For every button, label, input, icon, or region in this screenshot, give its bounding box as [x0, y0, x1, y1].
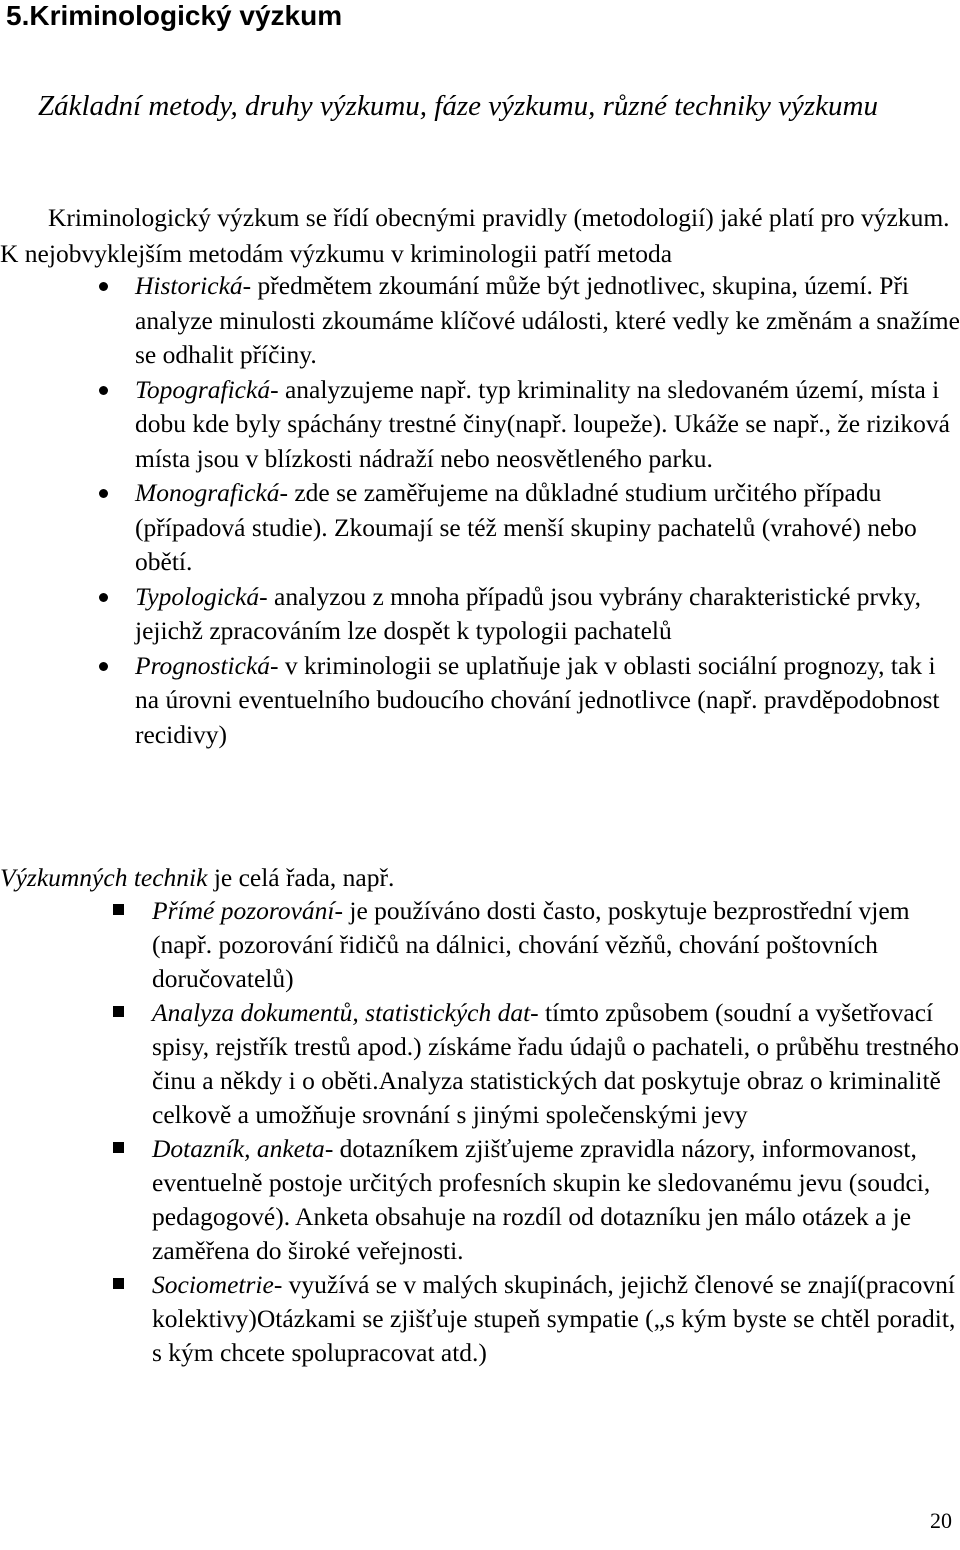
- list-item: [0, 269, 960, 373]
- list-item: [0, 894, 960, 996]
- bullet-icon: [99, 662, 108, 671]
- method-text: - analyzou z mnoha případů jsou vybrány charakteristické prvky, jejichž zpracováním lze dospět k typologii pachatelů: [135, 581, 922, 645]
- method-term: Topografická: [135, 374, 271, 404]
- technique-term: Analyza dokumentů, statistických dat: [152, 998, 531, 1027]
- bullet-icon: [99, 489, 108, 498]
- method-term: Typologická: [135, 581, 260, 611]
- technique-text: - je používáno dosti často, poskytuje bezprostřední vjem (např. pozorování řidičů na dálnici, chování vězňů, chování poštovních doručovatelů): [152, 896, 910, 993]
- square-bullet-icon: [113, 1278, 124, 1289]
- intro-paragraph: Kriminologický výzkum se řídí obecnými pravidly (metodologií) jaké platí pro výzkum. K nejobvyklejším metodám výzkumu v kriminologii patří metoda: [0, 203, 950, 268]
- method-term: Prognostická: [135, 650, 271, 680]
- list-item: [0, 1132, 960, 1268]
- list-item: [0, 580, 960, 649]
- technique-term: Sociometrie: [152, 1270, 274, 1299]
- bullet-icon: [99, 593, 108, 602]
- method-term: Historická: [135, 271, 243, 300]
- list-item: [0, 649, 960, 753]
- technique-term: Dotazník, anketa: [152, 1134, 325, 1163]
- technique-term: Přímé pozorování: [152, 896, 335, 925]
- method-text: - zde se zaměřujeme na důkladné studium určitého případu (případová studie). Zkoumají se též menší skupiny pachatelů (vrahové) nebo obětí.: [135, 478, 917, 576]
- square-bullet-icon: [113, 904, 124, 915]
- techniques-intro: [0, 861, 394, 895]
- methods-list: [0, 269, 960, 752]
- bullet-icon: [99, 282, 108, 291]
- techniques-term: Výzkumných technik: [0, 863, 208, 892]
- techniques-list: [0, 894, 960, 1370]
- square-bullet-icon: [113, 1006, 124, 1017]
- techniques-text: je celá řada, např.: [207, 863, 395, 892]
- method-text: - analyzujeme např. typ kriminality na sledovaném území, místa i dobu kde byly spáchány trestné činy(např. loupeže). Ukáže se např., že riziková místa jsou v blízkosti nádraží nebo neosvětleného parku.: [135, 374, 950, 473]
- method-text: - předmětem zkoumání může být jednotlivec, skupina, území. Při analyze minulosti zkoumáme klíčové události, které vedly ke změnám a snažíme se odhalit příčiny.: [135, 271, 960, 369]
- list-item: [0, 476, 960, 580]
- page-number: 20: [930, 1508, 952, 1533]
- method-text: - v kriminologii se uplatňuje jak v oblasti sociální prognozy, tak i na úrovni eventuelního budoucího chování jednotlivce (např. pravděpodobnost recidivy): [135, 650, 940, 749]
- square-bullet-icon: [113, 1142, 124, 1153]
- technique-text: - tímto způsobem (soudní a vyšetřovací spisy, rejstřík trestů apod.) získáme řadu údajů o pachateli, o průběhu trestného činu a někdy i o oběti.Analyza statistických dat poskytuje obraz o kriminalitě celkově a umožňuje srovnání s jinými společenskými jevy: [152, 998, 960, 1129]
- method-term: Monografická: [135, 478, 280, 507]
- list-item: [0, 373, 960, 477]
- technique-text: - využívá se v malých skupinách, jejichž členové se znají(pracovní kolektivy)Otázkami se zjišťuje stupeň sympatie („s kým byste se chtěl poradit, s kým chcete spolupracovat atd.): [152, 1270, 956, 1367]
- bullet-icon: [99, 386, 108, 395]
- list-item: [0, 1268, 960, 1370]
- technique-text: - dotazníkem zjišťujeme zpravidla názory, informovanost, eventuelně postoje určitých profesních skupin ke sledovanému jevu (soudci, pedagogové). Anketa obsahuje na rozdíl od dotazníku jen málo otázek a je zaměřena do široké veřejnosti.: [152, 1134, 931, 1265]
- list-item: [0, 996, 960, 1132]
- subtitle: Základní metody, druhy výzkumu, fáze výzkumu, různé techniky výzkumu: [38, 90, 878, 122]
- page-title: 5.Kriminologický výzkum: [6, 0, 343, 31]
